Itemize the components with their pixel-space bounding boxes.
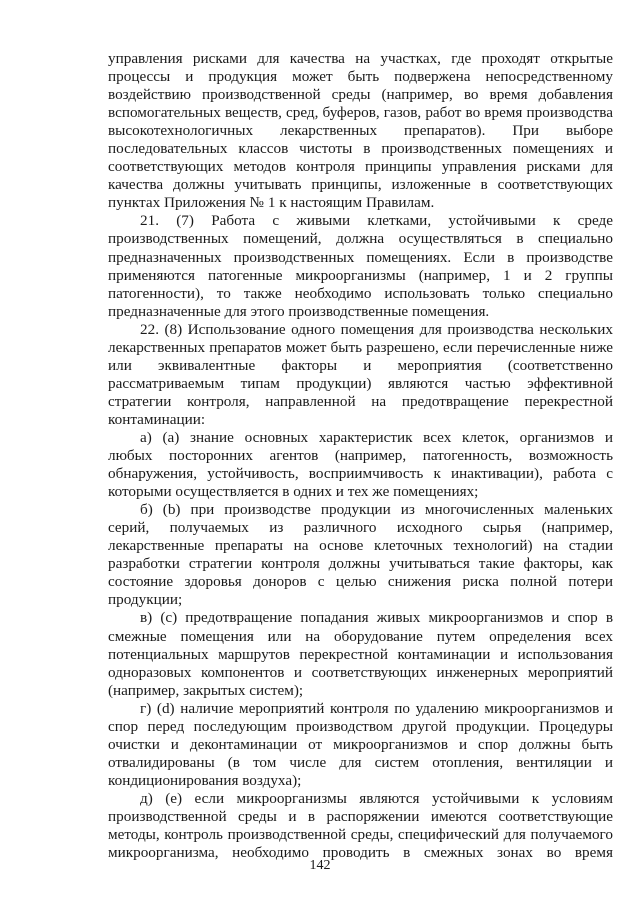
text-line: в) (c) предотвращение попадания живых микроорганизмов и спор в (140, 609, 613, 627)
text-line: очистки и деконтаминации от микроорганизмов и спор должны быть (108, 735, 613, 753)
document-body (108, 50, 613, 862)
text-line: соответствующих методов контроля принципы управления рисками для (108, 158, 613, 176)
text-line: г) (d) наличие мероприятий контроля по удалению микроорганизмов и (140, 699, 613, 717)
text-line: одноразовых компонентов и соответствующих инженерных мероприятий (108, 663, 613, 681)
text-line: потенциальных маршрутов перекрестной контаминации и использования (108, 645, 613, 663)
text-line: качества должны учитывать принципы, изложенные в соответствующих (108, 176, 613, 194)
text-line: вспомогательных веществ, сред, буферов, газов, работ во время производства (108, 104, 613, 122)
text-line: стратегии контроля, направленной на предотвращение перекрестной (108, 392, 613, 410)
text-line: разработки стратегии контроля должны учитываться такие факторы, как (108, 555, 613, 573)
text-line: патогенности), то также необходимо использовать только специально (108, 284, 613, 302)
text-line: пунктах Приложения № 1 к настоящим Правилам. (108, 194, 435, 212)
page-number: 142 (309, 858, 331, 873)
text-line: управления рисками для качества на участках, где проходят открытые (108, 50, 613, 67)
text-line: или эквивалентные факторы и мероприятия (соответственно (108, 356, 613, 374)
text-line: продукции; (108, 591, 183, 609)
text-line: (например, закрытых систем); (108, 681, 304, 699)
text-line: б) (b) при производстве продукции из многочисленных маленьких (140, 501, 613, 519)
text-line: которыми осуществляется в одних и тех же помещениях; (108, 483, 479, 501)
text-line: любых посторонних агентов (например, патогенность, возможность (108, 447, 613, 465)
text-line: отвалидированы (в том числе для систем отопления, вентиляции и (108, 753, 613, 771)
text-line: 21. (7) Работа с живыми клетками, устойчивыми к среде (140, 212, 613, 230)
text-line: воздействию производственной среды (например, во время добавления (108, 86, 613, 104)
text-line: процессы и продукция может быть подвержена непосредственному (108, 68, 613, 86)
text-line: серий, получаемых из различного исходного сырья (например, (108, 519, 613, 537)
text-line: спор перед последующим производством другой продукции. Процедуры (108, 717, 613, 735)
text-line: предназначенные для этого производственные помещения. (108, 302, 490, 320)
text-line: обнаружения, устойчивость, восприимчивость к инактивации), работа с (108, 465, 613, 483)
text-line: 22. (8) Использование одного помещения для производства нескольких (140, 320, 613, 338)
text-line: предназначенных производственных помещениях. Если в производстве (108, 248, 613, 266)
text-line: а) (a) знание основных характеристик всех клеток, организмов и (140, 428, 613, 446)
text-line: лекарственных препаратов может быть разрешено, если перечисленные ниже (108, 338, 613, 356)
text-line: кондиционирования воздуха); (108, 771, 302, 789)
text-line: смежные помещения или на оборудование путем определения всех (108, 627, 613, 645)
text-line: микроорганизма, необходимо проводить в смежных зонах во время (108, 844, 613, 862)
text-line: состояние здоровья доноров с целью снижения риска полной потери (108, 573, 613, 591)
text-line: производственных помещений, должна осуществляться в специально (108, 230, 613, 248)
text-line: последовательных классов чистоты в производственных помещениях и (108, 140, 613, 158)
text-line: применяются патогенные микроорганизмы (например, 1 и 2 группы (108, 266, 613, 284)
text-line: д) (e) если микроорганизмы являются устойчивыми к условиям (140, 789, 613, 807)
text-line: контаминации: (108, 410, 206, 428)
text-line: высокотехнологичных лекарственных препаратов). При выборе (108, 122, 613, 140)
text-line: лекарственные препараты на основе клеточных технологий) на стадии (108, 537, 613, 555)
text-line: рассматриваемым типам продукции) являются частью эффективной (108, 374, 613, 392)
text-line: производственной среды и в распоряжении имеются соответствующие (108, 807, 613, 825)
text-line: методы, контроль производственной среды, специфический для получаемого (108, 826, 613, 844)
